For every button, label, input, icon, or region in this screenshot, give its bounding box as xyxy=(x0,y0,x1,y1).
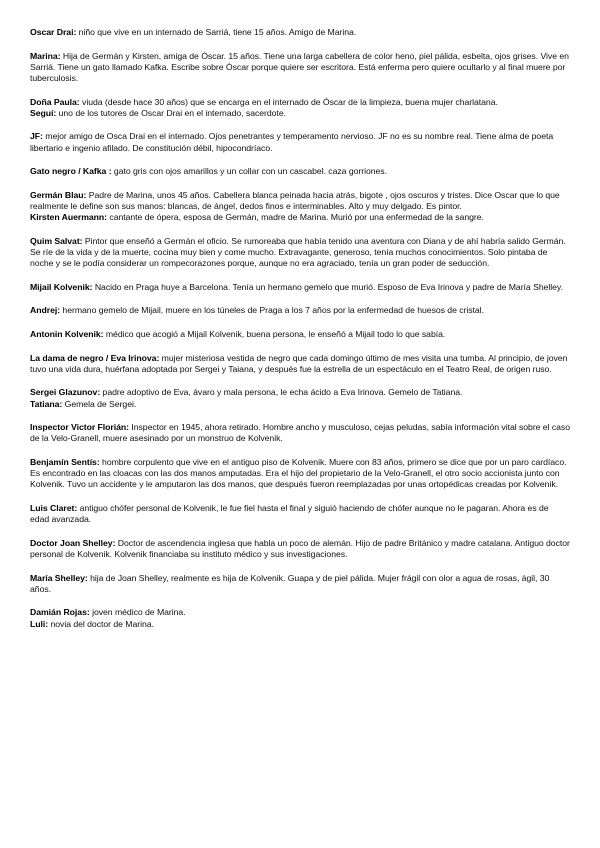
entry-text: hija de Joan Shelley, realmente es hija de Kolvenik. Guapa y de piel pálida. Mujer frágil con olor a agua de rosas, ágil, 30 años. xyxy=(30,572,550,594)
entry-dona-paula xyxy=(30,97,570,108)
entry-name: Kirsten Auermann: xyxy=(30,212,108,223)
entry-name: Andrej: xyxy=(30,305,61,316)
entry-text: médico que acogió a Mijail Kolvenik, buena persona, le enseñó a Mijail todo lo que sabía. xyxy=(103,328,446,339)
entry-quim-salvat xyxy=(30,236,570,270)
entry-oscar-drai xyxy=(30,27,570,38)
entry-marina xyxy=(30,51,570,85)
entry-name: Seguí: xyxy=(30,107,57,118)
entry-text: novia del doctor de Marina. xyxy=(48,618,154,629)
entry-text: hermano gemelo de Mijail, muere en los túneles de Praga a los 7 años por la enfermedad de huesos de cristal. xyxy=(60,305,484,316)
entry-text: cantante de ópera, esposa de Germán, madre de Marina. Murió por una enfermedad de la sangre. xyxy=(107,212,484,223)
entry-text: antiguo chófer personal de Kolvenik, le fue fiel hasta el final y siguió haciendo de chófer aunque no le pagaran. Ahora es de edad avanzada. xyxy=(30,502,549,525)
entry-benjamin-sentis xyxy=(30,457,570,491)
entry-text: joven médico de Marina. xyxy=(89,607,186,618)
entry-name: María Shelley: xyxy=(30,572,88,583)
entry-name: Quim Salvat: xyxy=(30,235,83,246)
entry-text: mujer misteriosa vestida de negro que cada domingo último de mes visita una tumba. Al principio, de joven tuvo una vida dura, huérfana adoptada por Sergei y Taiana, y después fue la estrella de un espectáculo en el Teatro Real, de origen ruso. xyxy=(30,352,568,374)
entry-name: Antonin Kolvenik: xyxy=(30,328,104,339)
entry-jf xyxy=(30,131,570,153)
entry-name: Marina: xyxy=(30,50,61,61)
entry-text: Pintor que enseñó a Germán el oficio. Se rumoreaba que había tenido una aventura con Diana y de ahí habría salido Germán. Se ríe de la vida y de la muerte, cocina muy bien y come mucho. Extravagante, generoso, tenía muchos conocimientos. Solo pintaba de noche y se le podía considerar un rompecorazones porque, aunque no era agraciado, tenía un gran poder de seducción. xyxy=(30,235,566,269)
entry-text: viuda (desde hace 30 años) que se encarga en el internado de Óscar de la limpieza, buena mujer charlatana. xyxy=(79,96,498,107)
entry-andrej xyxy=(30,305,570,316)
entry-name: Oscar Drai: xyxy=(30,27,77,37)
entry-joan-shelley xyxy=(30,538,570,560)
entry-text: Inspector en 1945, ahora retirado. Hombre ancho y musculoso, cejas peludas, sabía información vital sobre el caso de la Velo-Granell, muere asesinado por un monstruo de Kolvenik. xyxy=(30,422,570,444)
entry-mijail-kolvenik xyxy=(30,282,570,293)
entry-name: Mijail Kolvenik: xyxy=(30,281,93,292)
entry-name: JF: xyxy=(30,131,43,142)
entry-name: La dama de negro / Eva Irinova: xyxy=(30,352,160,363)
entry-name: Doña Paula: xyxy=(30,96,80,107)
entry-text: uno de los tutores de Oscar Drai en el internado, sacerdote. xyxy=(56,107,286,118)
entry-sergei-glazunov xyxy=(30,387,570,398)
entry-text: Nacido en Praga huye a Barcelona. Tenía un hermano gemelo que murió. Esposo de Eva Irinova y padre de María Shelley. xyxy=(92,281,563,292)
entry-name: Damián Rojas: xyxy=(30,607,90,618)
entry-text: padre adoptivo de Eva, ávaro y mala persona, le echa ácido a Eva Irinova. Gemelo de Tatiana. xyxy=(100,387,463,398)
entry-text: Doctor de ascendencia inglesa que habla un poco de alemán. Hijo de padre Británico y madre catalana. Antiguo doctor personal de Kolvenik. Kolvenik financiaba su instituto médico y sus investigaciones. xyxy=(30,537,570,559)
entry-name: Sergei Glazunov: xyxy=(30,387,101,398)
entry-name: Luis Claret: xyxy=(30,502,78,513)
entry-text: Hija de Germán y Kirsten, amiga de Óscar. 15 años. Tiene una larga cabellera de color heno, piel pálida, esbelta, ojos grises. Vive en Sarriá. Tiene un gato llamado Kafka. Escribe sobre Óscar porque quiere ser escritora. Está enferma pero quiere ocultarlo y al final muere por tuberculosis. xyxy=(30,50,569,83)
entry-name: Luli: xyxy=(30,618,49,629)
entry-name: Inspector Victor Florián: xyxy=(30,422,129,433)
entry-maria-shelley xyxy=(30,573,570,595)
entry-name: Tatiana: xyxy=(30,398,63,409)
entry-text: gato gris con ojos amarillos y un collar con un cascabel. caza gorriones. xyxy=(111,166,387,177)
entry-luis-claret xyxy=(30,503,570,525)
entry-name: Gato negro / Kafka : xyxy=(30,166,112,177)
entry-text: hombre corpulento que vive en el antiguo piso de Kolvenik. Muere con 83 años, primero se dice que por un paro cardíaco. Es encontrado en las cloacas con las dos manos amputadas. Era el hijo del propietario de la Velo-Granell, el otro socio accionista junto con Kolvenik. Tuvo un accidente y le amputaron las dos manos, que después fueron reemplazadas por unas ortopédicas creadas por Kolvenik. xyxy=(30,456,567,490)
entry-luli xyxy=(30,619,570,630)
entry-german-blau xyxy=(30,190,570,212)
entry-victor-florian xyxy=(30,422,570,444)
entry-name: Germán Blau: xyxy=(30,189,87,200)
entry-text: Gemela de Sergei. xyxy=(62,398,137,409)
entry-text: mejor amigo de Osca Drai en el internado. Ojos penetrantes y temperamento nervioso. JF no es su nombre real. Tiene alma de poeta libertario e ingenio afilado. De constitución débil, hipocondríaco. xyxy=(30,131,554,153)
entry-name: Benjamín Sentís: xyxy=(30,456,100,467)
entry-gato-kafka xyxy=(30,166,570,177)
entry-tatiana xyxy=(30,399,570,410)
entry-eva-irinova xyxy=(30,353,570,375)
entry-text: Padre de Marina, unos 45 años. Cabellera blanca peinada hacia atrás, bigote , ojos oscuros y tristes. Dice Oscar que lo que realmente le define son sus manos: blancas, de ángel, dedos finos e interminables. Alto y muy delgado. Es pintor. xyxy=(30,189,560,211)
entry-antonin-kolvenik xyxy=(30,329,570,340)
entry-kirsten-auermann xyxy=(30,212,570,223)
entry-segui xyxy=(30,108,570,119)
entry-text: niño que vive en un internado de Sarriá, tiene 15 años. Amigo de Marina. xyxy=(76,27,357,37)
entry-damian-rojas xyxy=(30,607,570,618)
entry-name: Doctor Joan Shelley: xyxy=(30,537,116,548)
